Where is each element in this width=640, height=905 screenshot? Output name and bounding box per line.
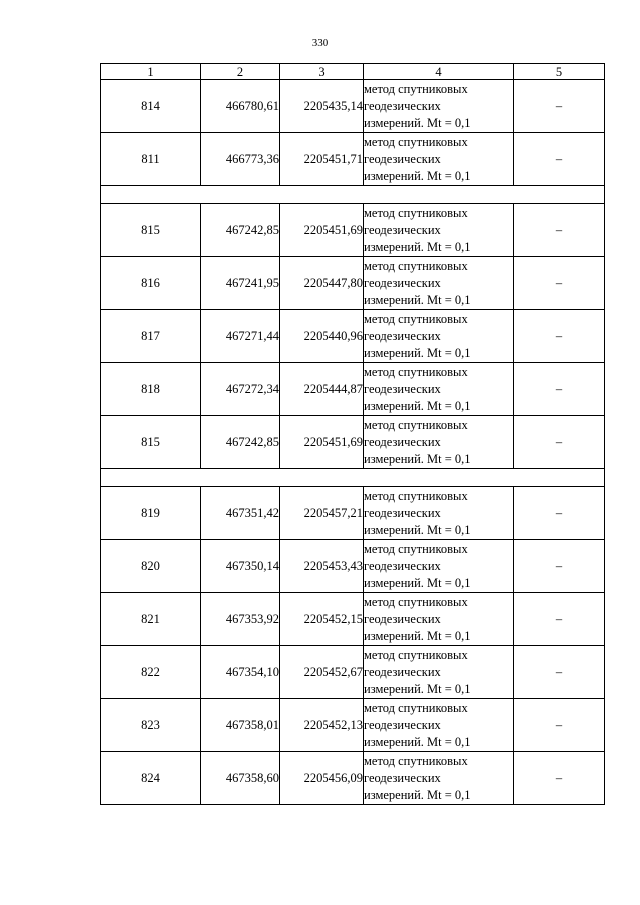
x-coordinate-cell: 467242,85	[201, 416, 280, 469]
note-cell: –	[514, 540, 605, 593]
table-row	[101, 487, 605, 540]
method-line: геодезических	[364, 275, 441, 290]
point-number-cell: 823	[101, 699, 201, 752]
point-number-cell: 824	[101, 752, 201, 805]
method-cell	[364, 133, 514, 186]
note-cell: –	[514, 593, 605, 646]
method-line: метод спутниковых	[364, 594, 468, 609]
group-separator-row	[101, 469, 605, 487]
method-line: измерений. Mt = 0,1	[364, 522, 471, 537]
x-coordinate-cell: 467241,95	[201, 257, 280, 310]
table-row	[101, 593, 605, 646]
x-coordinate-cell: 467242,85	[201, 204, 280, 257]
method-cell	[364, 593, 514, 646]
table-row	[101, 133, 605, 186]
point-number-cell: 819	[101, 487, 201, 540]
method-line: измерений. Mt = 0,1	[364, 787, 471, 802]
method-line: геодезических	[364, 505, 441, 520]
note-cell: –	[514, 416, 605, 469]
y-coordinate-cell: 2205452,13	[280, 699, 364, 752]
point-number-cell: 817	[101, 310, 201, 363]
method-line: измерений. Mt = 0,1	[364, 681, 471, 696]
method-line: геодезических	[364, 611, 441, 626]
method-line: метод спутниковых	[364, 258, 468, 273]
method-line: измерений. Mt = 0,1	[364, 575, 471, 590]
table-row	[101, 416, 605, 469]
method-line: метод спутниковых	[364, 488, 468, 503]
method-line: геодезических	[364, 434, 441, 449]
y-coordinate-cell: 2205447,80	[280, 257, 364, 310]
x-coordinate-cell: 466773,36	[201, 133, 280, 186]
column-header: 5	[514, 64, 605, 80]
method-line: измерений. Mt = 0,1	[364, 292, 471, 307]
y-coordinate-cell: 2205453,43	[280, 540, 364, 593]
note-cell: –	[514, 133, 605, 186]
method-line: геодезических	[364, 98, 441, 113]
x-coordinate-cell: 467271,44	[201, 310, 280, 363]
method-line: измерений. Mt = 0,1	[364, 734, 471, 749]
point-number-cell: 811	[101, 133, 201, 186]
table-row	[101, 257, 605, 310]
point-number-cell: 820	[101, 540, 201, 593]
method-line: геодезических	[364, 558, 441, 573]
method-line: метод спутниковых	[364, 364, 468, 379]
method-line: измерений. Mt = 0,1	[364, 115, 471, 130]
x-coordinate-cell: 467358,60	[201, 752, 280, 805]
header-row	[101, 64, 605, 80]
method-line: метод спутниковых	[364, 417, 468, 432]
column-header: 2	[201, 64, 280, 80]
x-coordinate-cell: 467354,10	[201, 646, 280, 699]
separator-cell	[101, 469, 605, 487]
method-line: геодезических	[364, 664, 441, 679]
note-cell: –	[514, 487, 605, 540]
column-header: 1	[101, 64, 201, 80]
method-line: метод спутниковых	[364, 700, 468, 715]
method-cell	[364, 752, 514, 805]
table-header	[101, 64, 605, 80]
x-coordinate-cell: 467358,01	[201, 699, 280, 752]
method-line: измерений. Mt = 0,1	[364, 168, 471, 183]
method-cell	[364, 80, 514, 133]
method-cell	[364, 204, 514, 257]
table-body	[101, 80, 605, 805]
method-line: геодезических	[364, 328, 441, 343]
point-number-cell: 818	[101, 363, 201, 416]
note-cell: –	[514, 204, 605, 257]
point-number-cell: 815	[101, 204, 201, 257]
table-row	[101, 646, 605, 699]
coordinates-table	[100, 63, 605, 805]
method-cell	[364, 310, 514, 363]
separator-cell	[101, 186, 605, 204]
point-number-cell: 821	[101, 593, 201, 646]
method-line: метод спутниковых	[364, 311, 468, 326]
method-line: геодезических	[364, 222, 441, 237]
method-cell	[364, 540, 514, 593]
note-cell: –	[514, 646, 605, 699]
note-cell: –	[514, 80, 605, 133]
method-line: геодезических	[364, 151, 441, 166]
x-coordinate-cell: 466780,61	[201, 80, 280, 133]
column-header: 4	[364, 64, 514, 80]
table-row	[101, 204, 605, 257]
point-number-cell: 815	[101, 416, 201, 469]
method-line: геодезических	[364, 717, 441, 732]
method-cell	[364, 699, 514, 752]
method-cell	[364, 363, 514, 416]
table-row	[101, 699, 605, 752]
column-header: 3	[280, 64, 364, 80]
method-line: метод спутниковых	[364, 541, 468, 556]
y-coordinate-cell: 2205451,69	[280, 204, 364, 257]
y-coordinate-cell: 2205452,67	[280, 646, 364, 699]
method-line: измерений. Mt = 0,1	[364, 345, 471, 360]
method-line: метод спутниковых	[364, 647, 468, 662]
point-number-cell: 822	[101, 646, 201, 699]
method-line: геодезических	[364, 381, 441, 396]
note-cell: –	[514, 752, 605, 805]
point-number-cell: 816	[101, 257, 201, 310]
page-number: 330	[311, 37, 329, 49]
y-coordinate-cell: 2205451,71	[280, 133, 364, 186]
method-cell	[364, 257, 514, 310]
x-coordinate-cell: 467353,92	[201, 593, 280, 646]
x-coordinate-cell: 467350,14	[201, 540, 280, 593]
y-coordinate-cell: 2205440,96	[280, 310, 364, 363]
table-row	[101, 80, 605, 133]
y-coordinate-cell: 2205456,09	[280, 752, 364, 805]
method-line: метод спутниковых	[364, 753, 468, 768]
method-cell	[364, 646, 514, 699]
y-coordinate-cell: 2205444,87	[280, 363, 364, 416]
point-number-cell: 814	[101, 80, 201, 133]
table-row	[101, 310, 605, 363]
method-cell	[364, 487, 514, 540]
table-row	[101, 752, 605, 805]
method-line: геодезических	[364, 770, 441, 785]
x-coordinate-cell: 467272,34	[201, 363, 280, 416]
y-coordinate-cell: 2205451,69	[280, 416, 364, 469]
note-cell: –	[514, 363, 605, 416]
y-coordinate-cell: 2205452,15	[280, 593, 364, 646]
note-cell: –	[514, 257, 605, 310]
note-cell: –	[514, 699, 605, 752]
note-cell: –	[514, 310, 605, 363]
x-coordinate-cell: 467351,42	[201, 487, 280, 540]
method-line: измерений. Mt = 0,1	[364, 398, 471, 413]
method-cell	[364, 416, 514, 469]
method-line: метод спутниковых	[364, 81, 468, 96]
y-coordinate-cell: 2205435,14	[280, 80, 364, 133]
method-line: метод спутниковых	[364, 134, 468, 149]
method-line: измерений. Mt = 0,1	[364, 239, 471, 254]
y-coordinate-cell: 2205457,21	[280, 487, 364, 540]
table-row	[101, 540, 605, 593]
method-line: измерений. Mt = 0,1	[364, 628, 471, 643]
method-line: метод спутниковых	[364, 205, 468, 220]
group-separator-row	[101, 186, 605, 204]
method-line: измерений. Mt = 0,1	[364, 451, 471, 466]
table-row	[101, 363, 605, 416]
